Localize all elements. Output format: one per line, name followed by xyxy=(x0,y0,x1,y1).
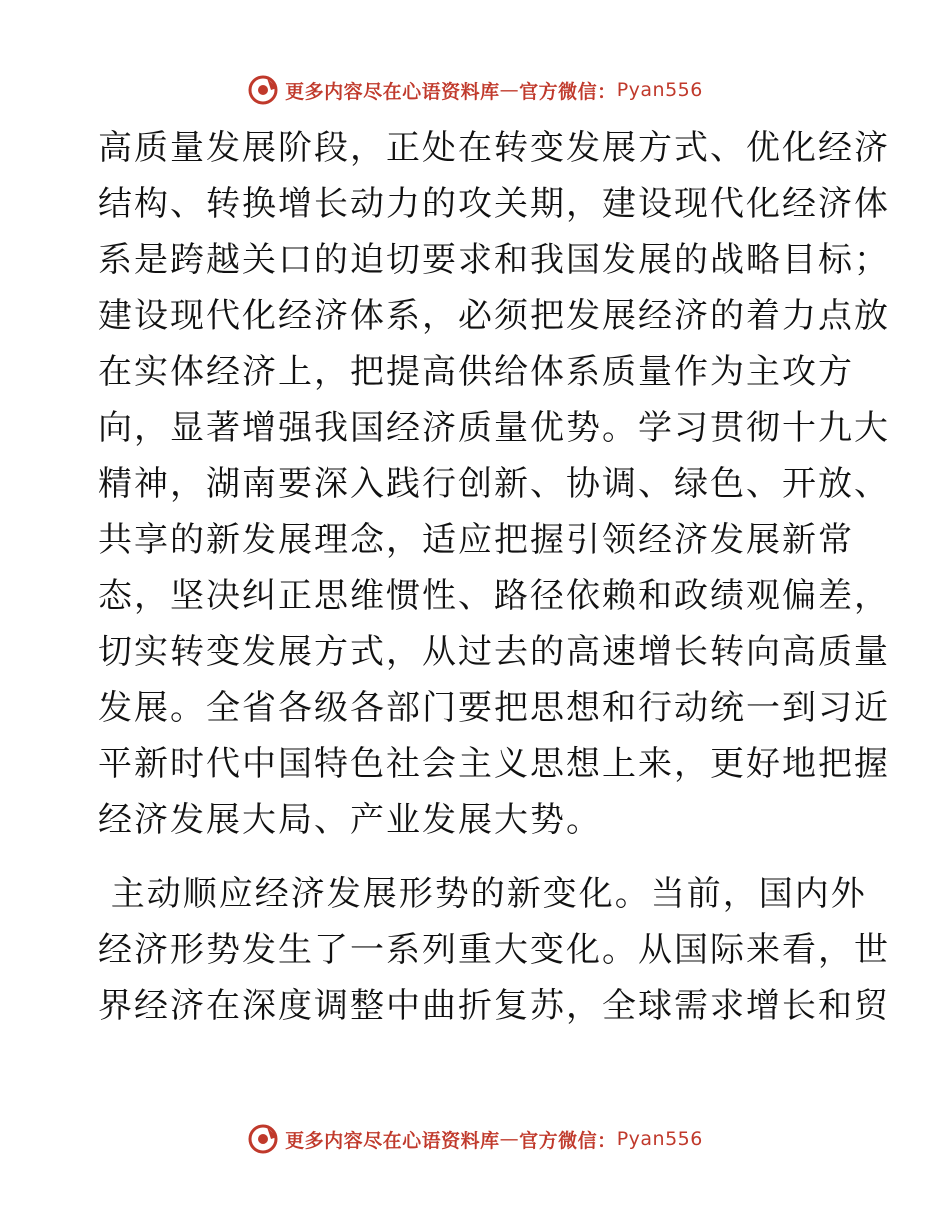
paragraph-gap xyxy=(98,848,858,866)
header-watermark xyxy=(0,73,950,107)
watermark-text: 更多内容尽在心语资料库 xyxy=(285,1129,500,1152)
text-line: 界经济在深度调整中曲折复苏，全球需求增长和贸 xyxy=(98,986,890,1026)
text-line: 经济发展大局、产业发展大势。 xyxy=(98,800,602,840)
watermark-official: 官方微信： xyxy=(519,80,617,103)
watermark-handle: Pyan556 xyxy=(616,79,703,101)
watermark-dash: — xyxy=(499,79,520,101)
text-line: 经济形势发生了一系列重大变化。从国际来看，世 xyxy=(98,930,890,970)
text-line: 共享的新发展理念，适应把握引领经济发展新常 xyxy=(98,520,854,560)
text-line: 系是跨越关口的迫切要求和我国发展的战略目标； xyxy=(98,240,890,280)
text-line: 切实转变发展方式，从过去的高速增长转向高质量 xyxy=(98,632,890,672)
text-line: 态，坚决纠正思维惯性、路径依赖和政绩观偏差， xyxy=(98,576,890,616)
text-line: 在实体经济上，把提高供给体系质量作为主攻方 xyxy=(98,352,854,392)
watermark-official: 官方微信： xyxy=(519,1129,617,1152)
pen-logo-icon xyxy=(247,74,279,106)
document-body xyxy=(98,120,890,1034)
paragraph-1 xyxy=(98,120,890,848)
text-line: 结构、转换增长动力的攻关期，建设现代化经济体 xyxy=(98,184,890,224)
watermark-dash: — xyxy=(499,1128,520,1150)
text-line: 高质量发展阶段，正处在转变发展方式、优化经济 xyxy=(98,128,890,168)
text-line: 主动顺应经济发展形势的新变化。当前，国内外 xyxy=(98,874,867,914)
paragraph-2 xyxy=(98,866,890,1034)
watermark-handle: Pyan556 xyxy=(616,1128,703,1150)
footer-watermark xyxy=(0,1122,950,1156)
text-line: 精神，湖南要深入践行创新、协调、绿色、开放、 xyxy=(98,464,890,504)
text-line: 向，显著增强我国经济质量优势。学习贯彻十九大 xyxy=(98,408,890,448)
text-line: 平新时代中国特色社会主义思想上来，更好地把握 xyxy=(98,744,890,784)
text-line: 发展。全省各级各部门要把思想和行动统一到习近 xyxy=(98,688,890,728)
pen-logo-icon xyxy=(247,1123,279,1155)
text-line: 建设现代化经济体系，必须把发展经济的着力点放 xyxy=(98,296,890,336)
watermark-text: 更多内容尽在心语资料库 xyxy=(285,80,500,103)
